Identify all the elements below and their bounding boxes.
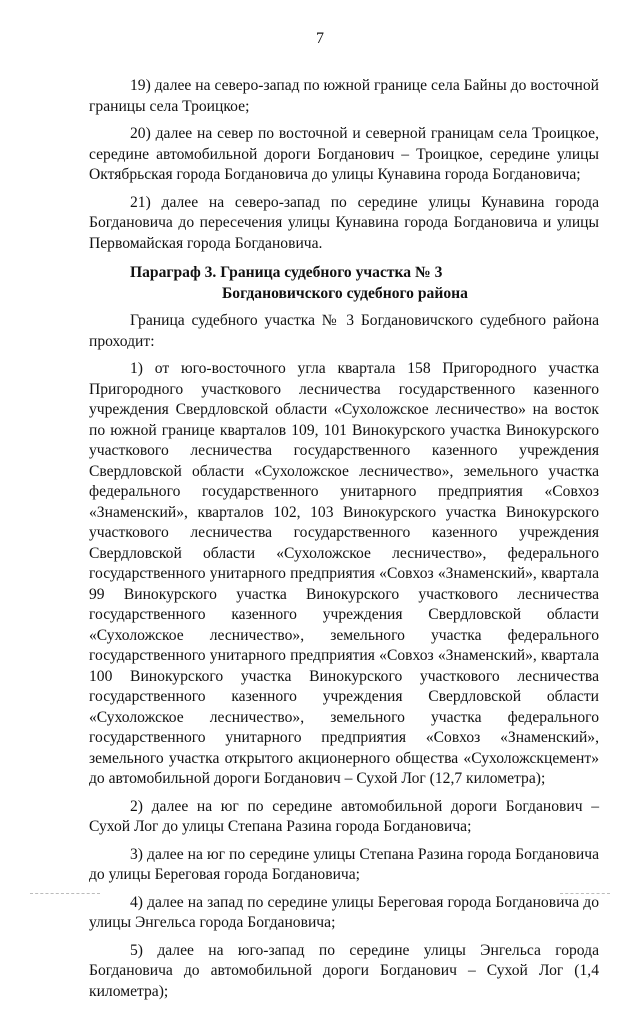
paragraph-intro: Граница судебного участка № 3 Богдановичского судебного района проходит: bbox=[89, 312, 599, 350]
paragraph-1: 1) от юго-восточного угла квартала 158 Пригородного участка Пригородного участкового лесничества государственного казенного учреждения Свердловской области «Сухоложское лесничество» на восток по южной границе кварталов 109, 101 Винокурского участка Винокурского участкового лесничества государственного казенного учреждения Свердловской области «Сухоложское лесничество», земельного участка федерального государственного унитарного предприятия «Совхоз «Знаменский», кварталов 102, 103 Винокурского участка Винокурского участкового лесничества государственного казенного учреждения Свердловской области «Сухоложское лесничество», федерального государственного унитарного предприятия «Совхоз «Знаменский», квартала 99 Винокурского участка Винокурского участкового лесничества государственного казенного учреждения Свердловской области «Сухоложское лесничество», земельного участка федерального государственного унитарного предприятия «Совхоз «Знаменский», квартала 100 Винокурского участка Винокурского участкового лесничества государственного казенного учреждения Свердловской области «Сухоложское лесничество», земельного участка федерального государственного унитарного предприятия «Совхоз «Знаменский», земельного участка открытого акционерного общества «Сухоложскцемент» до автомобильной дороги Богданович – Сухой Лог (12,7 километра); bbox=[89, 360, 599, 787]
paragraph-5: 5) далее на юго-запад по середине улицы Энгельса города Богдановича до автомобильной дороги Богданович – Сухой Лог (1,4 километра); bbox=[89, 941, 599, 1000]
paragraph-4: 4) далее на запад по середине улицы Береговая города Богдановича до улицы Энгельса города Богдановича; bbox=[89, 893, 599, 931]
scan-artifact-line-right bbox=[560, 893, 610, 895]
paragraph-2: 2) далее на юг по середине автомобильной дороги Богданович – Сухой Лог до улицы Степана Разина города Богдановича; bbox=[89, 797, 599, 835]
paragraph-20: 20) далее на север по восточной и северной границам села Троицкое, середине автомобильной дороги Богданович – Троицкое, середине улицы Октябрьская города Богдановича до улицы Кунавина города Богдановича; bbox=[89, 125, 599, 183]
scan-artifact-line-left bbox=[30, 893, 100, 895]
section-heading-line-2: Богдановичского судебного района bbox=[222, 284, 468, 302]
section-heading-line-1: Параграф 3. Граница судебного участка № 3 bbox=[130, 264, 443, 281]
paragraph-21: 21) далее на северо-запад по середине улицы Кунавина города Богдановича до пересечения улицы Кунавина города Богдановича и улицы Первомайская города Богдановича. bbox=[89, 193, 599, 252]
paragraph-19: 19) далее на северо-запад по южной границе села Байны до восточной границы села Троицкое; bbox=[89, 77, 599, 115]
document-body bbox=[89, 76, 599, 1009]
section-heading bbox=[89, 263, 599, 304]
page-number: 7 bbox=[316, 30, 324, 47]
paragraph-3: 3) далее на юг по середине улицы Степана Разина города Богдановича до улицы Береговая города Богдановича; bbox=[89, 845, 599, 883]
